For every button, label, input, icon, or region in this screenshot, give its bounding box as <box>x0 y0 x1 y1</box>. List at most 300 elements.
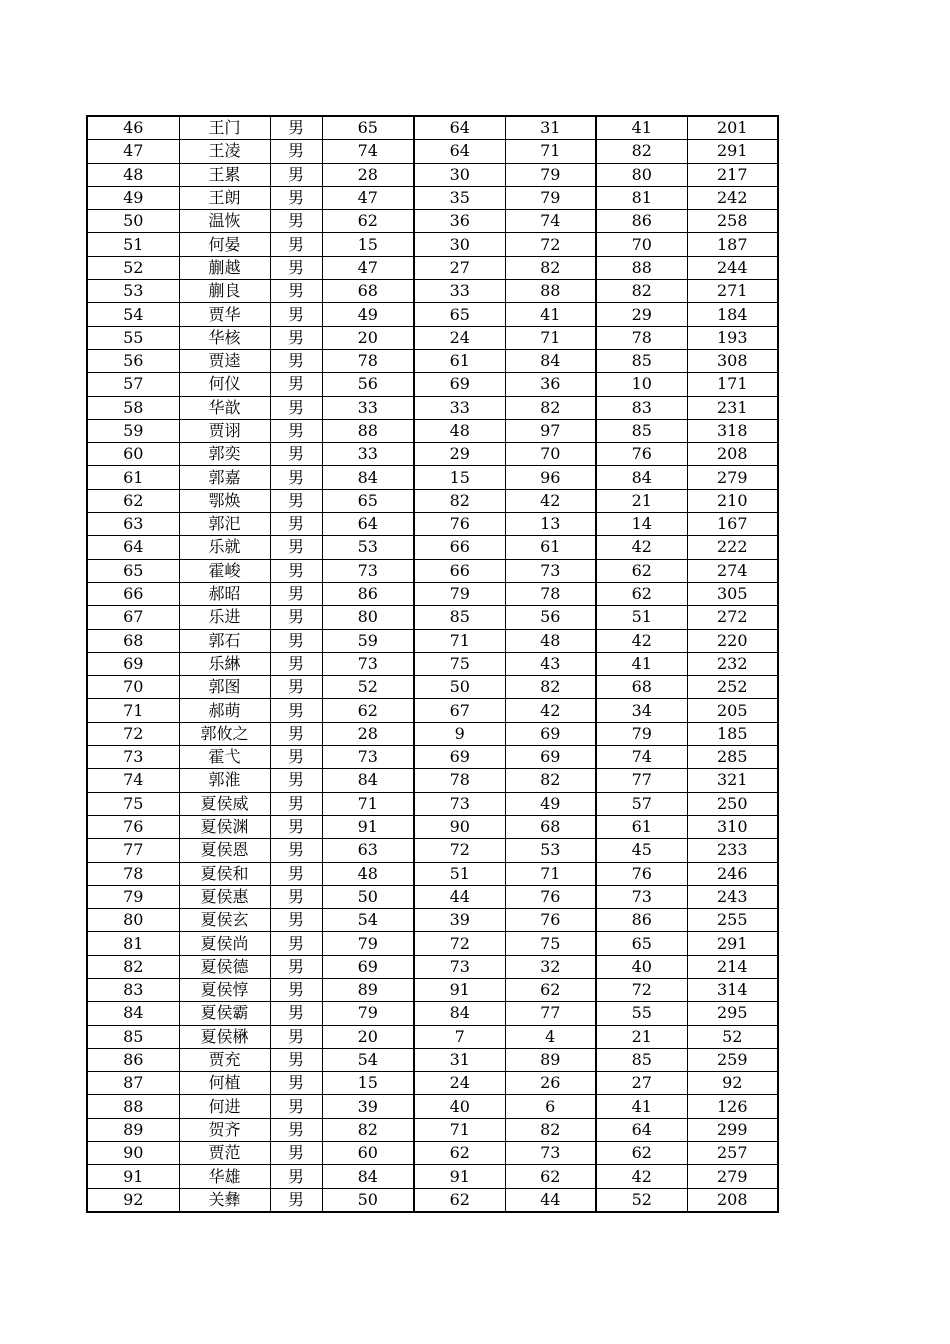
gender-cell[interactable]: 男 <box>270 955 322 978</box>
id-cell[interactable]: 73 <box>87 746 179 769</box>
gender-cell[interactable]: 男 <box>270 116 322 140</box>
score3-cell[interactable]: 82 <box>505 396 596 419</box>
score1-cell[interactable]: 49 <box>322 303 414 326</box>
score2-cell[interactable]: 24 <box>414 326 505 349</box>
total-cell[interactable]: 255 <box>687 909 778 932</box>
score1-cell[interactable]: 79 <box>322 1002 414 1025</box>
score3-cell[interactable]: 41 <box>505 303 596 326</box>
score4-cell[interactable]: 62 <box>596 559 687 582</box>
total-cell[interactable]: 201 <box>687 116 778 140</box>
score4-cell[interactable]: 42 <box>596 536 687 559</box>
score2-cell[interactable]: 31 <box>414 1048 505 1071</box>
total-cell[interactable]: 274 <box>687 559 778 582</box>
gender-cell[interactable]: 男 <box>270 769 322 792</box>
id-cell[interactable]: 77 <box>87 839 179 862</box>
score3-cell[interactable]: 82 <box>505 1118 596 1141</box>
score3-cell[interactable]: 70 <box>505 443 596 466</box>
id-cell[interactable]: 75 <box>87 792 179 815</box>
gender-cell[interactable]: 男 <box>270 233 322 256</box>
score1-cell[interactable]: 20 <box>322 326 414 349</box>
score4-cell[interactable]: 83 <box>596 396 687 419</box>
gender-cell[interactable]: 男 <box>270 699 322 722</box>
id-cell[interactable]: 65 <box>87 559 179 582</box>
score4-cell[interactable]: 29 <box>596 303 687 326</box>
id-cell[interactable]: 64 <box>87 536 179 559</box>
score4-cell[interactable]: 55 <box>596 1002 687 1025</box>
score4-cell[interactable]: 51 <box>596 606 687 629</box>
id-cell[interactable]: 53 <box>87 280 179 303</box>
name-cell[interactable]: 郭攸之 <box>179 722 270 745</box>
score2-cell[interactable]: 36 <box>414 210 505 233</box>
score2-cell[interactable]: 73 <box>414 792 505 815</box>
name-cell[interactable]: 王朗 <box>179 186 270 209</box>
gender-cell[interactable]: 男 <box>270 746 322 769</box>
id-cell[interactable]: 74 <box>87 769 179 792</box>
score4-cell[interactable]: 41 <box>596 116 687 140</box>
total-cell[interactable]: 279 <box>687 1165 778 1188</box>
score4-cell[interactable]: 81 <box>596 186 687 209</box>
name-cell[interactable]: 夏侯渊 <box>179 815 270 838</box>
id-cell[interactable]: 62 <box>87 489 179 512</box>
total-cell[interactable]: 185 <box>687 722 778 745</box>
score2-cell[interactable]: 90 <box>414 815 505 838</box>
id-cell[interactable]: 80 <box>87 909 179 932</box>
total-cell[interactable]: 171 <box>687 373 778 396</box>
score1-cell[interactable]: 64 <box>322 513 414 536</box>
score3-cell[interactable]: 68 <box>505 815 596 838</box>
gender-cell[interactable]: 男 <box>270 349 322 372</box>
total-cell[interactable]: 232 <box>687 652 778 675</box>
score3-cell[interactable]: 73 <box>505 559 596 582</box>
score3-cell[interactable]: 32 <box>505 955 596 978</box>
name-cell[interactable]: 贾范 <box>179 1142 270 1165</box>
total-cell[interactable]: 92 <box>687 1072 778 1095</box>
score2-cell[interactable]: 62 <box>414 1188 505 1212</box>
score1-cell[interactable]: 71 <box>322 792 414 815</box>
name-cell[interactable]: 夏侯尚 <box>179 932 270 955</box>
total-cell[interactable]: 214 <box>687 955 778 978</box>
total-cell[interactable]: 244 <box>687 256 778 279</box>
score3-cell[interactable]: 31 <box>505 116 596 140</box>
id-cell[interactable]: 61 <box>87 466 179 489</box>
gender-cell[interactable]: 男 <box>270 1072 322 1095</box>
total-cell[interactable]: 233 <box>687 839 778 862</box>
score2-cell[interactable]: 79 <box>414 582 505 605</box>
score4-cell[interactable]: 41 <box>596 652 687 675</box>
score3-cell[interactable]: 82 <box>505 256 596 279</box>
score1-cell[interactable]: 88 <box>322 419 414 442</box>
id-cell[interactable]: 72 <box>87 722 179 745</box>
score2-cell[interactable]: 91 <box>414 1165 505 1188</box>
score1-cell[interactable]: 60 <box>322 1142 414 1165</box>
total-cell[interactable]: 291 <box>687 932 778 955</box>
id-cell[interactable]: 56 <box>87 349 179 372</box>
name-cell[interactable]: 夏侯威 <box>179 792 270 815</box>
score4-cell[interactable]: 74 <box>596 746 687 769</box>
gender-cell[interactable]: 男 <box>270 1142 322 1165</box>
name-cell[interactable]: 郭淮 <box>179 769 270 792</box>
score4-cell[interactable]: 82 <box>596 280 687 303</box>
total-cell[interactable]: 250 <box>687 792 778 815</box>
score4-cell[interactable]: 10 <box>596 373 687 396</box>
score4-cell[interactable]: 61 <box>596 815 687 838</box>
score2-cell[interactable]: 30 <box>414 233 505 256</box>
score4-cell[interactable]: 73 <box>596 885 687 908</box>
gender-cell[interactable]: 男 <box>270 210 322 233</box>
name-cell[interactable]: 华歆 <box>179 396 270 419</box>
score2-cell[interactable]: 64 <box>414 116 505 140</box>
score1-cell[interactable]: 28 <box>322 722 414 745</box>
score4-cell[interactable]: 52 <box>596 1188 687 1212</box>
id-cell[interactable]: 91 <box>87 1165 179 1188</box>
name-cell[interactable]: 夏侯惠 <box>179 885 270 908</box>
score4-cell[interactable]: 65 <box>596 932 687 955</box>
name-cell[interactable]: 夏侯玄 <box>179 909 270 932</box>
score3-cell[interactable]: 97 <box>505 419 596 442</box>
id-cell[interactable]: 92 <box>87 1188 179 1212</box>
score2-cell[interactable]: 50 <box>414 676 505 699</box>
score1-cell[interactable]: 68 <box>322 280 414 303</box>
score4-cell[interactable]: 57 <box>596 792 687 815</box>
score4-cell[interactable]: 86 <box>596 210 687 233</box>
score1-cell[interactable]: 48 <box>322 862 414 885</box>
score2-cell[interactable]: 15 <box>414 466 505 489</box>
score1-cell[interactable]: 78 <box>322 349 414 372</box>
name-cell[interactable]: 郭汜 <box>179 513 270 536</box>
score4-cell[interactable]: 72 <box>596 978 687 1001</box>
score1-cell[interactable]: 79 <box>322 932 414 955</box>
total-cell[interactable]: 167 <box>687 513 778 536</box>
total-cell[interactable]: 208 <box>687 1188 778 1212</box>
id-cell[interactable]: 79 <box>87 885 179 908</box>
gender-cell[interactable]: 男 <box>270 373 322 396</box>
score1-cell[interactable]: 28 <box>322 163 414 186</box>
name-cell[interactable]: 夏侯惇 <box>179 978 270 1001</box>
gender-cell[interactable]: 男 <box>270 862 322 885</box>
id-cell[interactable]: 47 <box>87 140 179 163</box>
score1-cell[interactable]: 65 <box>322 116 414 140</box>
score1-cell[interactable]: 59 <box>322 629 414 652</box>
id-cell[interactable]: 67 <box>87 606 179 629</box>
name-cell[interactable]: 贾逵 <box>179 349 270 372</box>
score3-cell[interactable]: 69 <box>505 746 596 769</box>
gender-cell[interactable]: 男 <box>270 1118 322 1141</box>
score2-cell[interactable]: 84 <box>414 1002 505 1025</box>
gender-cell[interactable]: 男 <box>270 792 322 815</box>
score1-cell[interactable]: 54 <box>322 1048 414 1071</box>
id-cell[interactable]: 90 <box>87 1142 179 1165</box>
total-cell[interactable]: 305 <box>687 582 778 605</box>
name-cell[interactable]: 华核 <box>179 326 270 349</box>
score4-cell[interactable]: 82 <box>596 140 687 163</box>
score3-cell[interactable]: 75 <box>505 932 596 955</box>
gender-cell[interactable]: 男 <box>270 513 322 536</box>
score1-cell[interactable]: 65 <box>322 489 414 512</box>
total-cell[interactable]: 272 <box>687 606 778 629</box>
score2-cell[interactable]: 72 <box>414 839 505 862</box>
score4-cell[interactable]: 45 <box>596 839 687 862</box>
score2-cell[interactable]: 48 <box>414 419 505 442</box>
name-cell[interactable]: 何植 <box>179 1072 270 1095</box>
id-cell[interactable]: 85 <box>87 1025 179 1048</box>
id-cell[interactable]: 69 <box>87 652 179 675</box>
score2-cell[interactable]: 40 <box>414 1095 505 1118</box>
id-cell[interactable]: 68 <box>87 629 179 652</box>
score3-cell[interactable]: 6 <box>505 1095 596 1118</box>
name-cell[interactable]: 蒯良 <box>179 280 270 303</box>
score1-cell[interactable]: 80 <box>322 606 414 629</box>
score1-cell[interactable]: 50 <box>322 1188 414 1212</box>
score1-cell[interactable]: 82 <box>322 1118 414 1141</box>
gender-cell[interactable]: 男 <box>270 396 322 419</box>
id-cell[interactable]: 86 <box>87 1048 179 1071</box>
score3-cell[interactable]: 89 <box>505 1048 596 1071</box>
score1-cell[interactable]: 89 <box>322 978 414 1001</box>
score1-cell[interactable]: 39 <box>322 1095 414 1118</box>
score2-cell[interactable]: 69 <box>414 746 505 769</box>
name-cell[interactable]: 温恢 <box>179 210 270 233</box>
name-cell[interactable]: 郝昭 <box>179 582 270 605</box>
score4-cell[interactable]: 80 <box>596 163 687 186</box>
score1-cell[interactable]: 74 <box>322 140 414 163</box>
gender-cell[interactable]: 男 <box>270 256 322 279</box>
id-cell[interactable]: 51 <box>87 233 179 256</box>
total-cell[interactable]: 210 <box>687 489 778 512</box>
gender-cell[interactable]: 男 <box>270 1002 322 1025</box>
score3-cell[interactable]: 79 <box>505 163 596 186</box>
score2-cell[interactable]: 24 <box>414 1072 505 1095</box>
score4-cell[interactable]: 14 <box>596 513 687 536</box>
score1-cell[interactable]: 47 <box>322 256 414 279</box>
total-cell[interactable]: 246 <box>687 862 778 885</box>
gender-cell[interactable]: 男 <box>270 909 322 932</box>
name-cell[interactable]: 鄂焕 <box>179 489 270 512</box>
score4-cell[interactable]: 85 <box>596 419 687 442</box>
gender-cell[interactable]: 男 <box>270 839 322 862</box>
gender-cell[interactable]: 男 <box>270 722 322 745</box>
gender-cell[interactable]: 男 <box>270 978 322 1001</box>
id-cell[interactable]: 46 <box>87 116 179 140</box>
score2-cell[interactable]: 39 <box>414 909 505 932</box>
score1-cell[interactable]: 63 <box>322 839 414 862</box>
score4-cell[interactable]: 78 <box>596 326 687 349</box>
total-cell[interactable]: 299 <box>687 1118 778 1141</box>
name-cell[interactable]: 乐进 <box>179 606 270 629</box>
score3-cell[interactable]: 72 <box>505 233 596 256</box>
total-cell[interactable]: 205 <box>687 699 778 722</box>
score2-cell[interactable]: 71 <box>414 1118 505 1141</box>
score4-cell[interactable]: 41 <box>596 1095 687 1118</box>
score2-cell[interactable]: 71 <box>414 629 505 652</box>
score4-cell[interactable]: 86 <box>596 909 687 932</box>
total-cell[interactable]: 208 <box>687 443 778 466</box>
score3-cell[interactable]: 88 <box>505 280 596 303</box>
score2-cell[interactable]: 7 <box>414 1025 505 1048</box>
gender-cell[interactable]: 男 <box>270 815 322 838</box>
total-cell[interactable]: 252 <box>687 676 778 699</box>
score2-cell[interactable]: 33 <box>414 396 505 419</box>
id-cell[interactable]: 63 <box>87 513 179 536</box>
score3-cell[interactable]: 26 <box>505 1072 596 1095</box>
score2-cell[interactable]: 76 <box>414 513 505 536</box>
score4-cell[interactable]: 42 <box>596 1165 687 1188</box>
score3-cell[interactable]: 61 <box>505 536 596 559</box>
total-cell[interactable]: 220 <box>687 629 778 652</box>
score1-cell[interactable]: 84 <box>322 466 414 489</box>
gender-cell[interactable]: 男 <box>270 489 322 512</box>
name-cell[interactable]: 郭奕 <box>179 443 270 466</box>
name-cell[interactable]: 王门 <box>179 116 270 140</box>
name-cell[interactable]: 霍峻 <box>179 559 270 582</box>
score2-cell[interactable]: 66 <box>414 536 505 559</box>
gender-cell[interactable]: 男 <box>270 1095 322 1118</box>
name-cell[interactable]: 夏侯和 <box>179 862 270 885</box>
id-cell[interactable]: 82 <box>87 955 179 978</box>
total-cell[interactable]: 52 <box>687 1025 778 1048</box>
score3-cell[interactable]: 71 <box>505 862 596 885</box>
gender-cell[interactable]: 男 <box>270 163 322 186</box>
score3-cell[interactable]: 53 <box>505 839 596 862</box>
score4-cell[interactable]: 76 <box>596 443 687 466</box>
score3-cell[interactable]: 82 <box>505 676 596 699</box>
id-cell[interactable]: 60 <box>87 443 179 466</box>
total-cell[interactable]: 295 <box>687 1002 778 1025</box>
id-cell[interactable]: 52 <box>87 256 179 279</box>
score2-cell[interactable]: 65 <box>414 303 505 326</box>
total-cell[interactable]: 271 <box>687 280 778 303</box>
score3-cell[interactable]: 42 <box>505 699 596 722</box>
score3-cell[interactable]: 84 <box>505 349 596 372</box>
total-cell[interactable]: 318 <box>687 419 778 442</box>
name-cell[interactable]: 霍弋 <box>179 746 270 769</box>
score4-cell[interactable]: 68 <box>596 676 687 699</box>
score3-cell[interactable]: 96 <box>505 466 596 489</box>
score3-cell[interactable]: 13 <box>505 513 596 536</box>
id-cell[interactable]: 50 <box>87 210 179 233</box>
gender-cell[interactable]: 男 <box>270 676 322 699</box>
name-cell[interactable]: 夏侯德 <box>179 955 270 978</box>
score1-cell[interactable]: 33 <box>322 396 414 419</box>
id-cell[interactable]: 71 <box>87 699 179 722</box>
gender-cell[interactable]: 男 <box>270 1165 322 1188</box>
gender-cell[interactable]: 男 <box>270 303 322 326</box>
id-cell[interactable]: 87 <box>87 1072 179 1095</box>
name-cell[interactable]: 关彝 <box>179 1188 270 1212</box>
score1-cell[interactable]: 84 <box>322 1165 414 1188</box>
score3-cell[interactable]: 82 <box>505 769 596 792</box>
name-cell[interactable]: 王凌 <box>179 140 270 163</box>
name-cell[interactable]: 夏侯霸 <box>179 1002 270 1025</box>
gender-cell[interactable]: 男 <box>270 582 322 605</box>
name-cell[interactable]: 何进 <box>179 1095 270 1118</box>
score3-cell[interactable]: 36 <box>505 373 596 396</box>
total-cell[interactable]: 217 <box>687 163 778 186</box>
score4-cell[interactable]: 64 <box>596 1118 687 1141</box>
score4-cell[interactable]: 34 <box>596 699 687 722</box>
score1-cell[interactable]: 52 <box>322 676 414 699</box>
score3-cell[interactable]: 62 <box>505 1165 596 1188</box>
total-cell[interactable]: 242 <box>687 186 778 209</box>
score2-cell[interactable]: 51 <box>414 862 505 885</box>
score3-cell[interactable]: 42 <box>505 489 596 512</box>
score2-cell[interactable]: 33 <box>414 280 505 303</box>
gender-cell[interactable]: 男 <box>270 419 322 442</box>
score4-cell[interactable]: 27 <box>596 1072 687 1095</box>
gender-cell[interactable]: 男 <box>270 629 322 652</box>
name-cell[interactable]: 乐就 <box>179 536 270 559</box>
gender-cell[interactable]: 男 <box>270 1025 322 1048</box>
gender-cell[interactable]: 男 <box>270 1188 322 1212</box>
score2-cell[interactable]: 75 <box>414 652 505 675</box>
name-cell[interactable]: 华雄 <box>179 1165 270 1188</box>
total-cell[interactable]: 231 <box>687 396 778 419</box>
score2-cell[interactable]: 64 <box>414 140 505 163</box>
score1-cell[interactable]: 73 <box>322 559 414 582</box>
score4-cell[interactable]: 21 <box>596 1025 687 1048</box>
score3-cell[interactable]: 73 <box>505 1142 596 1165</box>
score2-cell[interactable]: 66 <box>414 559 505 582</box>
total-cell[interactable]: 257 <box>687 1142 778 1165</box>
score3-cell[interactable]: 77 <box>505 1002 596 1025</box>
id-cell[interactable]: 49 <box>87 186 179 209</box>
score1-cell[interactable]: 15 <box>322 1072 414 1095</box>
name-cell[interactable]: 贺齐 <box>179 1118 270 1141</box>
score1-cell[interactable]: 84 <box>322 769 414 792</box>
score2-cell[interactable]: 9 <box>414 722 505 745</box>
score2-cell[interactable]: 91 <box>414 978 505 1001</box>
name-cell[interactable]: 郭嘉 <box>179 466 270 489</box>
total-cell[interactable]: 259 <box>687 1048 778 1071</box>
id-cell[interactable]: 54 <box>87 303 179 326</box>
score4-cell[interactable]: 79 <box>596 722 687 745</box>
id-cell[interactable]: 89 <box>87 1118 179 1141</box>
total-cell[interactable]: 222 <box>687 536 778 559</box>
score2-cell[interactable]: 78 <box>414 769 505 792</box>
total-cell[interactable]: 314 <box>687 978 778 1001</box>
score4-cell[interactable]: 62 <box>596 1142 687 1165</box>
id-cell[interactable]: 58 <box>87 396 179 419</box>
id-cell[interactable]: 76 <box>87 815 179 838</box>
score4-cell[interactable]: 42 <box>596 629 687 652</box>
score1-cell[interactable]: 73 <box>322 652 414 675</box>
score2-cell[interactable]: 61 <box>414 349 505 372</box>
score3-cell[interactable]: 4 <box>505 1025 596 1048</box>
score3-cell[interactable]: 74 <box>505 210 596 233</box>
score3-cell[interactable]: 48 <box>505 629 596 652</box>
score1-cell[interactable]: 47 <box>322 186 414 209</box>
total-cell[interactable]: 184 <box>687 303 778 326</box>
id-cell[interactable]: 66 <box>87 582 179 605</box>
id-cell[interactable]: 48 <box>87 163 179 186</box>
score2-cell[interactable]: 67 <box>414 699 505 722</box>
gender-cell[interactable]: 男 <box>270 932 322 955</box>
gender-cell[interactable]: 男 <box>270 140 322 163</box>
name-cell[interactable]: 何晏 <box>179 233 270 256</box>
total-cell[interactable]: 193 <box>687 326 778 349</box>
score3-cell[interactable]: 43 <box>505 652 596 675</box>
score2-cell[interactable]: 30 <box>414 163 505 186</box>
score3-cell[interactable]: 71 <box>505 140 596 163</box>
total-cell[interactable]: 243 <box>687 885 778 908</box>
score1-cell[interactable]: 33 <box>322 443 414 466</box>
score1-cell[interactable]: 15 <box>322 233 414 256</box>
score3-cell[interactable]: 76 <box>505 885 596 908</box>
total-cell[interactable]: 126 <box>687 1095 778 1118</box>
score4-cell[interactable]: 84 <box>596 466 687 489</box>
total-cell[interactable]: 308 <box>687 349 778 372</box>
id-cell[interactable]: 78 <box>87 862 179 885</box>
gender-cell[interactable]: 男 <box>270 443 322 466</box>
